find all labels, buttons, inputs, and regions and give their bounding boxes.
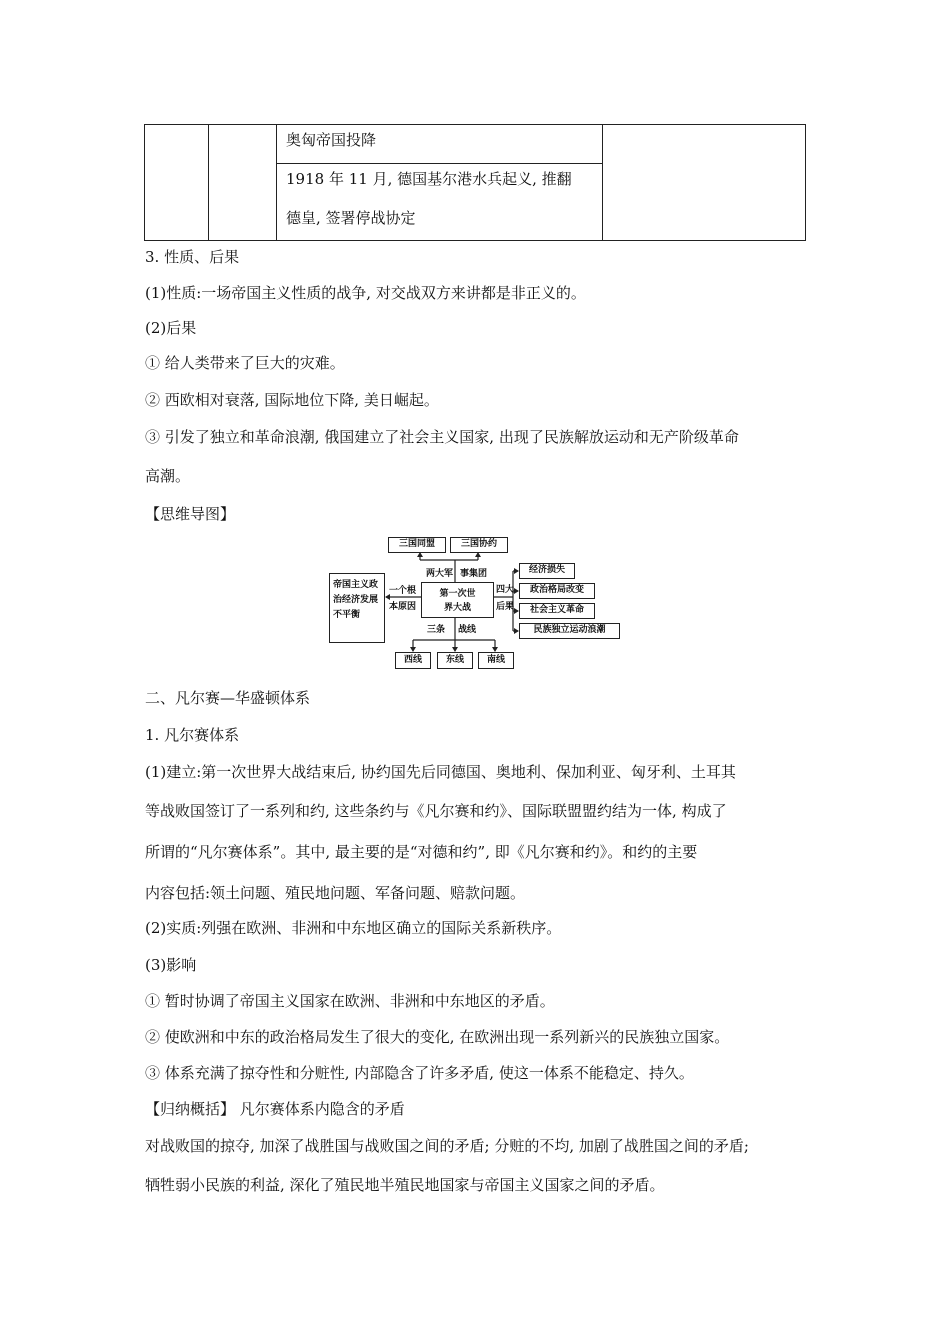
center-box-wwi — [421, 582, 494, 618]
subheading: (2)后果 — [145, 319, 197, 337]
label-four-consequences-line: 后果 — [496, 602, 515, 612]
subheading: (3)影响 — [145, 956, 197, 974]
paragraph-line: 所谓的“凡尔赛体系”。其中, 最主要的是“对德和约”, 即《凡尔赛和约》。和约的主要 — [145, 843, 698, 861]
section-heading: 二、凡尔赛—华盛顿体系 — [145, 689, 311, 707]
table-col-divider — [276, 125, 277, 240]
center-box-line: 界大战 — [443, 603, 471, 613]
alliance-box-triple-alliance: 三国同盟 — [388, 537, 446, 553]
front-box-southern: 南线 — [478, 652, 514, 669]
paragraph: (2)实质:列强在欧洲、非洲和中东地区确立的国际关系新秩序。 — [145, 919, 562, 937]
table-cell: 奥匈帝国投降 — [286, 131, 377, 149]
table-row-divider — [276, 163, 602, 164]
paragraph-line: (1)建立:第一次世界大战结束后, 协约国先后同德国、奥地利、保加利亚、匈牙利、土耳其 — [145, 763, 736, 781]
alliance-box-triple-entente: 三国协约 — [450, 537, 508, 553]
consequence-box: 民族独立运动浪潮 — [519, 623, 620, 639]
list-item: ① 给人类带来了巨大的灾难。 — [145, 354, 345, 372]
events-table — [144, 124, 806, 241]
mindmap-heading: 【思维导图】 — [145, 505, 236, 523]
label-two-blocs-left: 两大军 — [426, 569, 454, 579]
list-item-continuation: 高潮。 — [145, 467, 191, 485]
consequence-box: 政治格局改变 — [519, 583, 595, 599]
paragraph: (1)性质:一场帝国主义性质的战争, 对交战双方来讲都是非正义的。 — [145, 284, 586, 302]
paragraph-line: 等战败国签订了一系列和约, 这些条约与《凡尔赛和约》、国际联盟盟约结为一体, 构成了 — [145, 802, 727, 820]
list-item: ① 暂时协调了帝国主义国家在欧洲、非洲和中东地区的矛盾。 — [145, 992, 555, 1010]
paragraph-line: 内容包括:领土问题、殖民地问题、军备问题、赔款问题。 — [145, 884, 526, 902]
subheading: 1. 凡尔赛体系 — [145, 726, 240, 744]
summary-heading: 【归纳概括】 凡尔赛体系内隐含的矛盾 — [145, 1100, 405, 1118]
table-col-divider — [602, 125, 603, 240]
table-col-divider — [208, 125, 209, 240]
label-two-blocs-right: 事集团 — [460, 569, 488, 579]
consequence-box: 社会主义革命 — [519, 603, 595, 619]
label-root-cause-line: 一个根 — [389, 586, 417, 596]
front-box-eastern: 东线 — [437, 652, 473, 669]
list-item: ③ 体系充满了掠夺性和分赃性, 内部隐含了许多矛盾, 使这一体系不能稳定、持久。 — [145, 1064, 694, 1082]
paragraph-line: 对战败国的掠夺, 加深了战胜国与战败国之间的矛盾; 分赃的不均, 加剧了战胜国之间的矛盾; — [145, 1137, 749, 1155]
list-item: ③ 引发了独立和革命浪潮, 俄国建立了社会主义国家, 出现了民族解放运动和无产阶级革命 — [145, 428, 739, 446]
label-four-consequences-line: 四大 — [496, 585, 515, 595]
table-cell: 德皇, 签署停战协定 — [286, 209, 416, 227]
mind-map — [327, 534, 622, 672]
label-root-cause-line: 本原因 — [389, 602, 417, 612]
label-three-fronts-right: 战线 — [458, 625, 477, 635]
list-item: ② 西欧相对衰落, 国际地位下降, 美日崛起。 — [145, 391, 439, 409]
consequence-box: 经济损失 — [519, 563, 575, 579]
table-cell: 1918 年 11 月, 德国基尔港水兵起义, 推翻 — [286, 170, 572, 188]
root-cause-box: 帝国主义政治经济发展不平衡 — [329, 573, 385, 643]
label-three-fronts-left: 三条 — [427, 625, 446, 635]
front-box-western: 西线 — [395, 652, 431, 669]
center-box-line: 第一次世 — [439, 589, 476, 599]
paragraph-line: 牺牲弱小民族的利益, 深化了殖民地半殖民地国家与帝国主义国家之间的矛盾。 — [145, 1176, 665, 1194]
list-item: ② 使欧洲和中东的政治格局发生了很大的变化, 在欧洲出现一系列新兴的民族独立国家。 — [145, 1028, 730, 1046]
section-heading: 3. 性质、后果 — [145, 248, 240, 266]
